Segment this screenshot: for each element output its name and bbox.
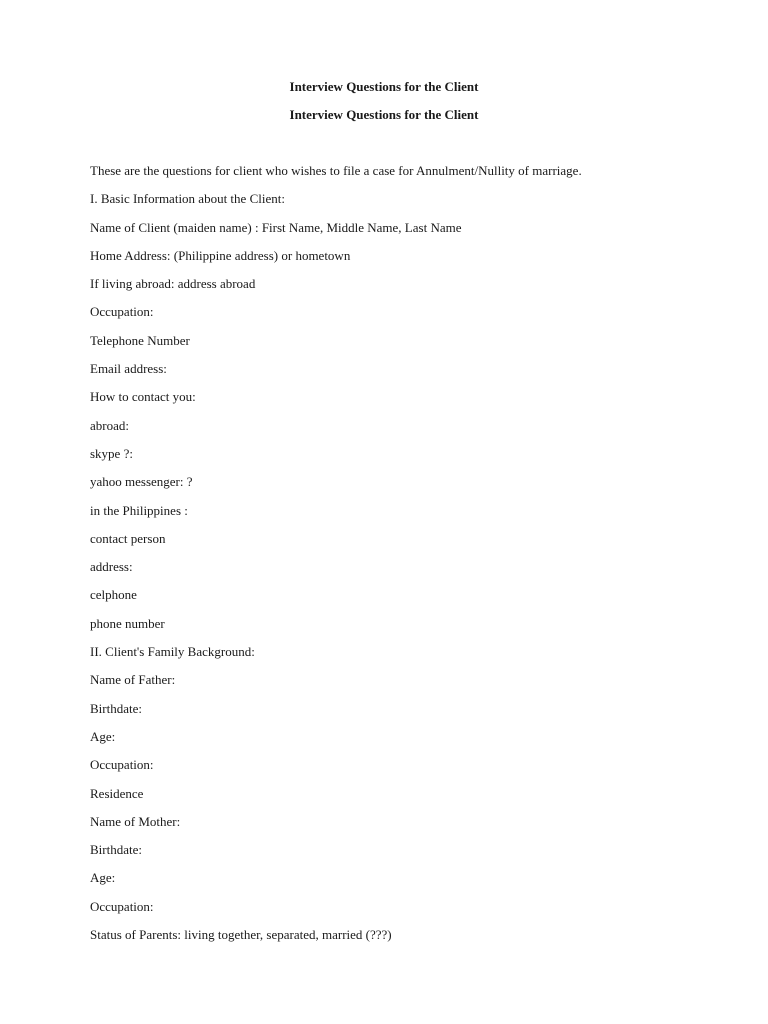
question-line: phone number	[90, 615, 165, 631]
section-heading-family-background: II. Client's Family Background:	[90, 644, 255, 660]
document-title-repeat: Interview Questions for the Client	[289, 107, 479, 122]
question-line: abroad:	[90, 417, 129, 433]
question-line: skype ?:	[90, 445, 133, 461]
question-line: address:	[90, 559, 133, 575]
question-line: Telephone Number	[90, 332, 190, 348]
question-line: If living abroad: address abroad	[90, 276, 256, 292]
question-line: Status of Parents: living together, separated, married (???)	[90, 927, 392, 943]
question-line: Email address:	[90, 361, 167, 377]
intro-paragraph: These are the questions for client who wishes to file a case for Annulment/Nullity of marriage.	[90, 163, 582, 178]
question-line: Name of Client (maiden name) : First Name, Middle Name, Last Name	[90, 219, 462, 235]
question-line: Age:	[90, 728, 116, 744]
document-body	[90, 163, 730, 955]
question-line: Name of Father:	[90, 672, 176, 688]
question-line: Occupation:	[90, 757, 154, 773]
question-line: yahoo messenger: ?	[90, 474, 193, 490]
question-line: Name of Mother:	[90, 813, 181, 829]
question-line: Occupation:	[90, 304, 154, 320]
question-line: Home Address: (Philippine address) or hometown	[90, 247, 351, 263]
question-line: Age:	[90, 870, 116, 886]
question-line: How to contact you:	[90, 389, 196, 405]
document-title: Interview Questions for the Client	[289, 79, 479, 94]
question-line: Birthdate:	[90, 700, 142, 716]
question-line: in the Philippines :	[90, 502, 188, 518]
question-line: Occupation:	[90, 898, 154, 914]
question-line: celphone	[90, 587, 137, 603]
question-line: contact person	[90, 530, 166, 546]
section-heading-basic-info: I. Basic Information about the Client:	[90, 191, 285, 207]
question-line: Birthdate:	[90, 842, 142, 858]
question-line: Residence	[90, 785, 144, 801]
